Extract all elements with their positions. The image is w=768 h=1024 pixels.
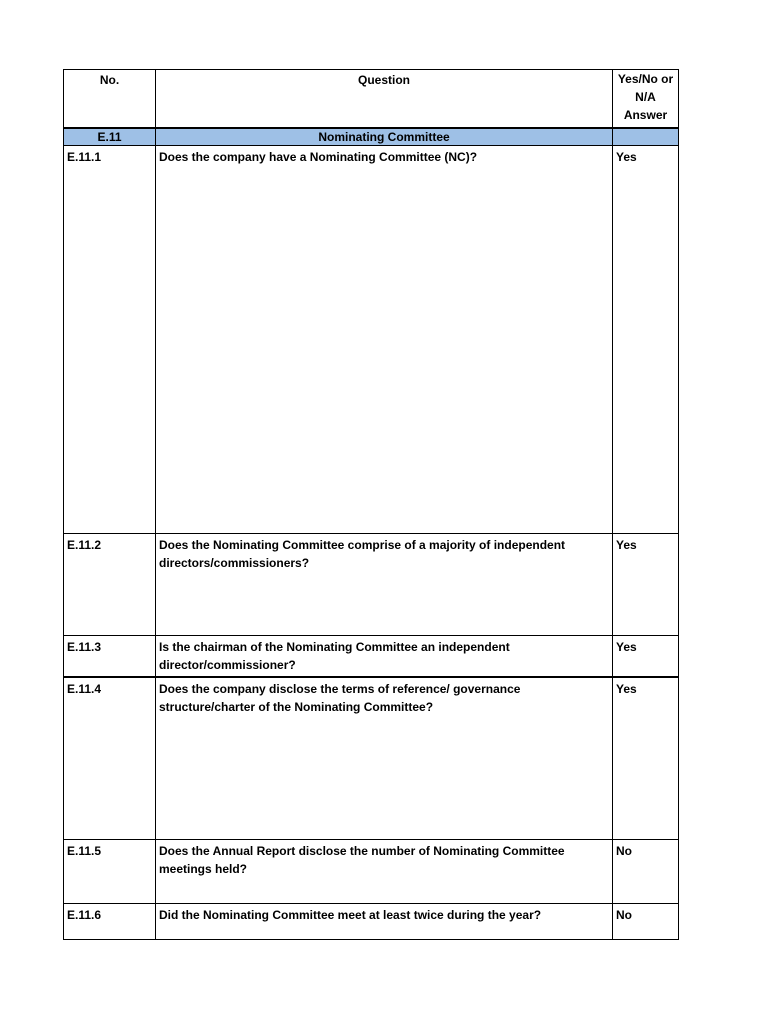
row-question: Does the company have a Nominating Committee (NC)? (156, 146, 613, 534)
table-header-row (64, 70, 679, 129)
table-row (64, 534, 679, 636)
row-answer: No (613, 904, 679, 940)
row-question: Did the Nominating Committee meet at least twice during the year? (156, 904, 613, 940)
row-question: Does the Annual Report disclose the number of Nominating Committee meetings held? (156, 840, 613, 904)
row-no: E.11.6 (64, 904, 156, 940)
questionnaire-table (63, 69, 679, 940)
table-row (64, 677, 679, 840)
row-no: E.11.5 (64, 840, 156, 904)
header-answer: Yes/No or N/A Answer (613, 70, 679, 129)
row-answer: Yes (613, 146, 679, 534)
row-answer: No (613, 840, 679, 904)
row-no: E.11.4 (64, 677, 156, 840)
header-question: Question (156, 70, 613, 129)
row-answer: Yes (613, 534, 679, 636)
row-no: E.11.3 (64, 636, 156, 678)
table-row (64, 636, 679, 678)
row-question: Does the company disclose the terms of reference/ governance structure/charter of the Nominating Committee? (156, 677, 613, 840)
row-answer: Yes (613, 677, 679, 840)
row-question: Does the Nominating Committee comprise of a majority of independent directors/commissioners? (156, 534, 613, 636)
section-code: E.11 (64, 128, 156, 146)
table-row (64, 146, 679, 534)
row-no: E.11.1 (64, 146, 156, 534)
table-row (64, 840, 679, 904)
row-no: E.11.2 (64, 534, 156, 636)
section-row (64, 128, 679, 146)
table-row (64, 904, 679, 940)
section-title: Nominating Committee (156, 128, 613, 146)
row-question: Is the chairman of the Nominating Committee an independent director/commissioner? (156, 636, 613, 678)
section-answer-empty (613, 128, 679, 146)
row-answer: Yes (613, 636, 679, 678)
header-no: No. (64, 70, 156, 129)
